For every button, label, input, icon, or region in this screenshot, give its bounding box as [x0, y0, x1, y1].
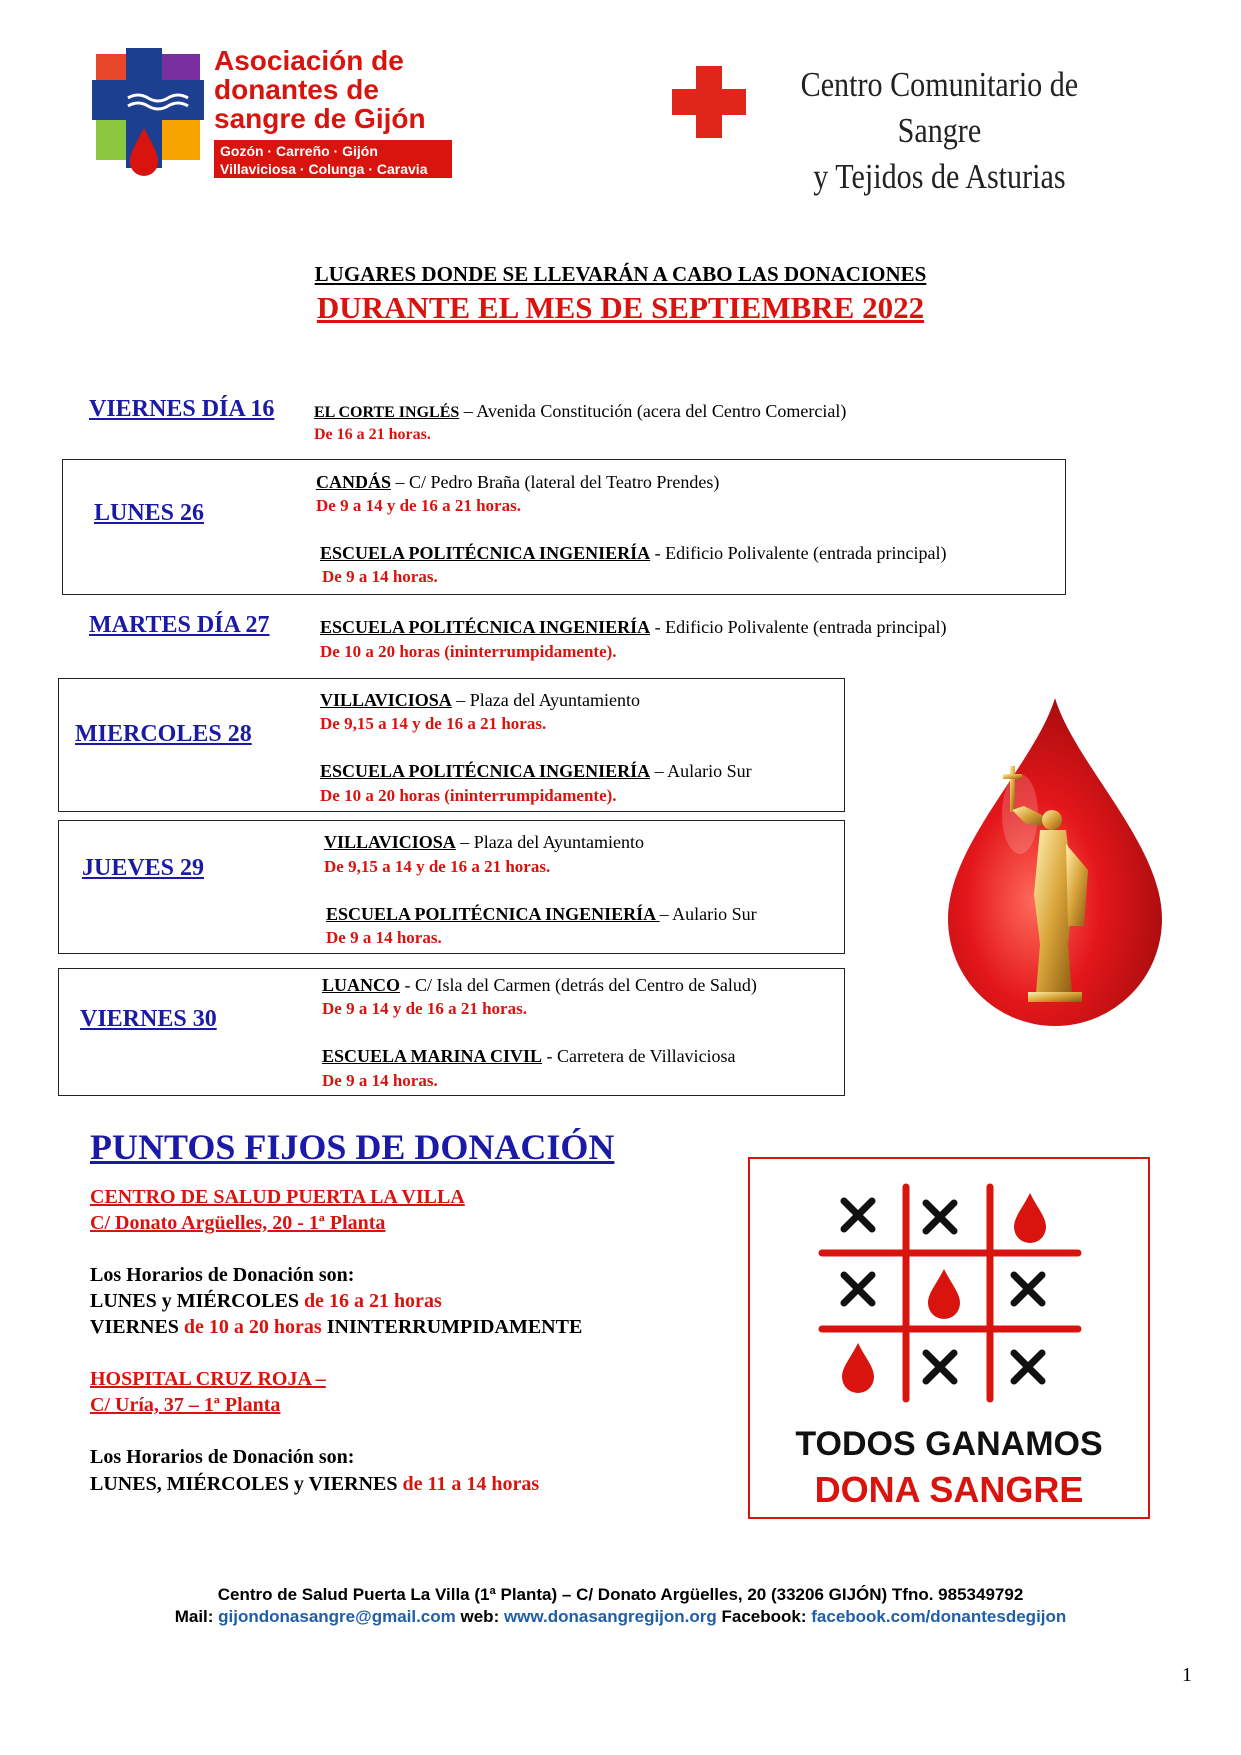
location-hours: De 9,15 a 14 y de 16 a 21 horas.	[324, 857, 551, 876]
campaign-box	[748, 1157, 1150, 1519]
campaign-line1: TODOS GANAMOS	[795, 1425, 1103, 1463]
location-hours: De 9,15 a 14 y de 16 a 21 horas.	[320, 714, 547, 733]
centro-line1: Centro Comunitario de Sangre	[800, 65, 1079, 150]
location-address: – C/ Pedro Braña (lateral del Teatro Prendes)	[391, 472, 720, 492]
location-hours: De 9 a 14 horas.	[326, 928, 442, 947]
day-label: MIERCOLES 28	[75, 721, 252, 747]
centro-salud-schedule-1	[90, 1288, 442, 1314]
location-entry	[320, 616, 946, 638]
schedule-hours: de 11 a 14 horas	[402, 1473, 540, 1495]
hospital-name: HOSPITAL CRUZ ROJA –	[90, 1368, 326, 1390]
schedule-hours: de 16 a 21 horas	[303, 1290, 442, 1312]
location-address: – Aulario Sur	[659, 904, 757, 924]
association-cross-icon	[92, 48, 212, 180]
location-name: ESCUELA MARINA CIVIL	[322, 1046, 543, 1066]
location-entry	[320, 542, 946, 564]
location-address: – Aulario Sur	[650, 761, 752, 781]
location-hours: De 9 a 14 y de 16 a 21 horas.	[322, 999, 527, 1018]
location-entry	[322, 1045, 736, 1067]
location-address: – Avenida Constitución (acera del Centro Comercial)	[459, 401, 847, 421]
location-hours: De 10 a 20 horas (ininterrumpidamente).	[320, 786, 617, 805]
schedule-note: ININTERRUMPIDAMENTE	[321, 1316, 583, 1338]
red-cross-icon	[672, 66, 746, 138]
hospital-intro: Los Horarios de Donación son:	[90, 1446, 355, 1468]
association-name-line2: donantes de	[214, 74, 379, 105]
location-name: ESCUELA POLITÉCNICA INGENIERÍA	[320, 617, 651, 637]
location-address: - Edificio Polivalente (entrada principal)	[650, 543, 947, 563]
web-link[interactable]: www.donasangregijon.org	[503, 1607, 717, 1626]
location-hours: De 16 a 21 horas.	[314, 426, 431, 443]
location-name: ESCUELA POLITÉCNICA INGENIERÍA	[320, 543, 651, 563]
towns-line2: Villaviciosa · Colunga · Caravia	[220, 161, 428, 177]
association-name-line1: Asociación de	[214, 45, 404, 76]
footer-contacts	[0, 1607, 1241, 1627]
location-address: - C/ Isla del Carmen (detrás del Centro de Salud)	[400, 975, 757, 995]
location-address: - Edificio Polivalente (entrada principal)	[650, 617, 947, 637]
location-hours: De 10 a 20 horas (ininterrumpidamente).	[320, 642, 617, 661]
schedule-days: VIERNES	[90, 1316, 184, 1338]
facebook-label: Facebook:	[716, 1607, 812, 1626]
centro-salud-schedule-2	[90, 1314, 582, 1340]
mail-label: Mail:	[174, 1607, 219, 1626]
location-hours: De 9 a 14 y de 16 a 21 horas.	[316, 496, 521, 515]
location-address: – Plaza del Ayuntamiento	[455, 832, 645, 852]
centro-salud-address: C/ Donato Argüelles, 20 - 1ª Planta	[90, 1212, 386, 1234]
footer-address: Centro de Salud Puerta La Villa (1ª Planta) – C/ Donato Argüelles, 20 (33206 GIJÓN) Tfno. 985349792	[217, 1585, 1024, 1604]
mail-link[interactable]: gijondonasangre@gmail.com	[218, 1607, 456, 1626]
day-label: JUEVES 29	[82, 855, 205, 881]
location-hours: De 9 a 14 horas.	[322, 567, 438, 586]
hospital-schedule-1	[90, 1471, 539, 1497]
location-address: – Plaza del Ayuntamiento	[451, 690, 641, 710]
day-label: LUNES 26	[94, 500, 205, 526]
heading-lugares: LUGARES DONDE SE LLEVARÁN A CABO LAS DONACIONES	[314, 262, 927, 286]
location-name: VILLAVICIOSA	[320, 690, 452, 710]
location-entry	[320, 689, 640, 711]
location-entry	[314, 400, 846, 424]
location-entry	[316, 471, 719, 493]
day-label: VIERNES 30	[80, 1006, 217, 1032]
location-hours: De 9 a 14 horas.	[322, 1071, 438, 1090]
centro-salud-name: CENTRO DE SALUD PUERTA LA VILLA	[90, 1186, 465, 1208]
location-name: ESCUELA POLITÉCNICA INGENIERÍA	[320, 761, 651, 781]
location-name: CANDÁS	[316, 472, 392, 492]
day-label: VIERNES DÍA 16	[89, 396, 275, 422]
location-name: EL CORTE INGLÉS	[314, 404, 460, 421]
association-logo	[92, 45, 452, 180]
location-entry	[324, 831, 644, 853]
campaign-line2: DONA SANGRE	[814, 1469, 1084, 1510]
day-label: MARTES DÍA 27	[89, 612, 270, 638]
location-name: VILLAVICIOSA	[324, 832, 456, 852]
centro-salud-intro: Los Horarios de Donación son:	[90, 1264, 355, 1286]
location-address: - Carretera de Villaviciosa	[542, 1046, 736, 1066]
schedule-hours: de 10 a 20 horas	[183, 1316, 322, 1338]
towns-line1: Gozón · Carreño · Gijón	[220, 143, 378, 159]
centro-line2: y Tejidos de Asturias	[813, 157, 1066, 196]
location-entry	[320, 760, 752, 782]
heading-month: DURANTE EL MES DE SEPTIEMBRE 2022	[316, 290, 925, 325]
location-name: ESCUELA POLITÉCNICA INGENIERÍA	[326, 904, 660, 924]
association-towns	[214, 140, 452, 178]
location-entry	[322, 974, 757, 996]
location-entry	[326, 903, 757, 925]
centro-comunitario-name	[776, 62, 1103, 200]
page-number: 1	[1182, 1664, 1192, 1686]
tic-tac-toe-icon	[818, 1183, 1082, 1403]
web-label: web:	[455, 1607, 504, 1626]
hospital-address: C/ Uría, 37 – 1ª Planta	[90, 1394, 281, 1416]
schedule-days: LUNES, MIÉRCOLES y VIERNES	[90, 1473, 403, 1495]
facebook-link[interactable]: facebook.com/donantesdegijon	[811, 1607, 1067, 1626]
blood-drop-statue-image	[940, 694, 1170, 1030]
association-name-line3: sangre de Gijón	[214, 103, 426, 134]
fixed-points-title: PUNTOS FIJOS DE DONACIÓN	[90, 1127, 615, 1167]
schedule-days: LUNES y MIÉRCOLES	[90, 1290, 304, 1312]
location-name: LUANCO	[322, 975, 401, 995]
